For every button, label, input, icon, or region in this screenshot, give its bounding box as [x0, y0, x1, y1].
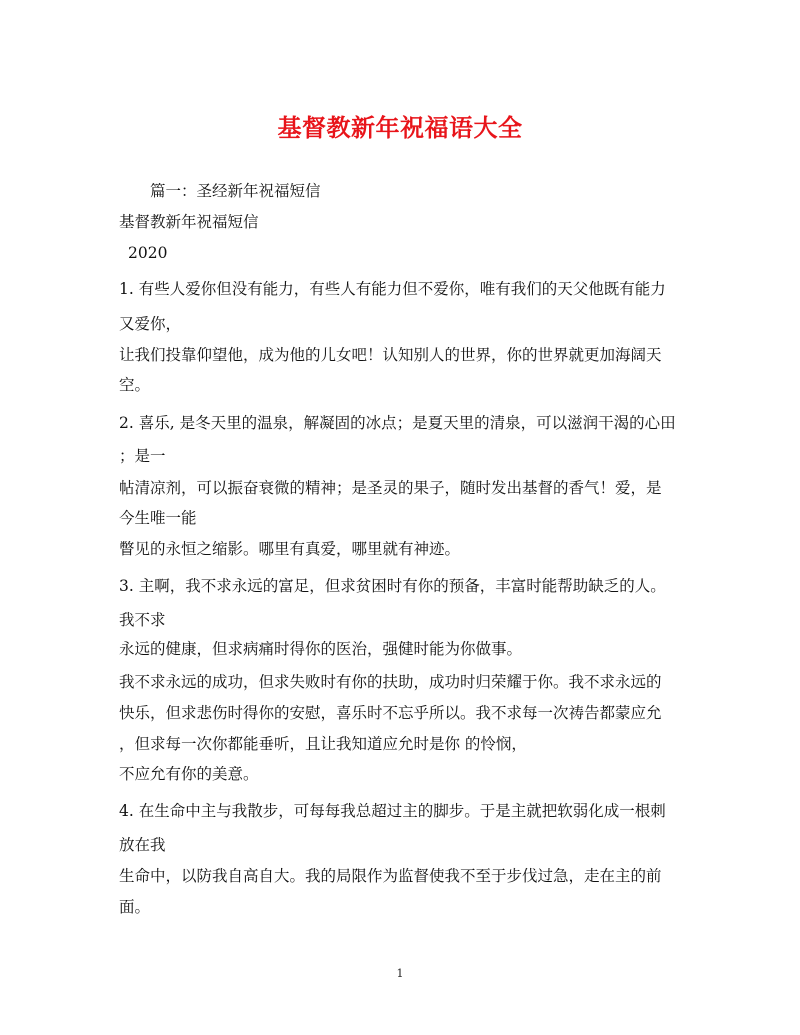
paragraph-line: 快乐，但求悲伤时得你的安慰，喜乐时不忘乎所以。我不求每一次祷告都蒙应允 [119, 704, 662, 722]
paragraph-line: 面。 [119, 898, 151, 916]
paragraph-line: 放在我 [119, 836, 166, 854]
paragraph-line: 3. 主啊，我不求永远的富足，但求贫困时有你的预备，丰富时能帮助缺乏的人。 [119, 577, 666, 595]
paragraph-line: 瞥见的永恒之缩影。哪里有真爱，哪里就有神迹。 [119, 540, 461, 558]
paragraph-line: ；是一 [119, 447, 166, 465]
paragraph-line: 又爱你， [119, 315, 182, 333]
paragraph-line: 1. 有些人爱你但没有能力，有些人有能力但不爱你，唯有我们的天父他既有能力 [119, 280, 666, 298]
paragraph-line: 我不求 [119, 611, 166, 629]
paragraph-line: 2. 喜乐, 是冬天里的温泉，解凝固的冰点；是夏天里的清泉，可以滋润干渴的心田 [119, 414, 676, 432]
paragraph-line: 不应允有你的美意。 [119, 765, 259, 783]
paragraph-line: 空。 [119, 376, 151, 394]
document-title: 基督教新年祝福语大全 [277, 113, 523, 142]
paragraph-line: ，但求每一次你都能垂听，且让我知道应允时是你 的怜悯， [119, 735, 527, 753]
paragraph-line: 我不求永远的成功，但求失败时有你的扶助，成功时归荣耀于你。我不求永远的 [119, 673, 662, 691]
paragraph-line: 永远的健康，但求病痛时得你的医治，强健时能为你做事。 [119, 640, 523, 658]
paragraph-line: 4. 在生命中主与我散步，可每每我总超过主的脚步。于是主就把软弱化成一根刺 [119, 802, 666, 820]
paragraph-line: 生命中，以防我自高自大。我的局限作为监督使我不至于步伐过急，走在主的前 [119, 867, 662, 885]
paragraph-line: 帖清凉剂，可以振奋衰微的精神；是圣灵的果子，随时发出基督的香气！爱，是 [119, 479, 662, 497]
year-line: 2020 [128, 244, 168, 262]
page-number: 1 [396, 967, 404, 980]
paragraph-line: 让我们投靠仰望他，成为他的儿女吧！认知别人的世界，你的世界就更加海阔天 [119, 346, 662, 364]
section-heading: 篇一：圣经新年祝福短信 [150, 182, 321, 200]
subtitle-line: 基督教新年祝福短信 [119, 213, 259, 231]
paragraph-line: 今生唯一能 [119, 509, 197, 527]
